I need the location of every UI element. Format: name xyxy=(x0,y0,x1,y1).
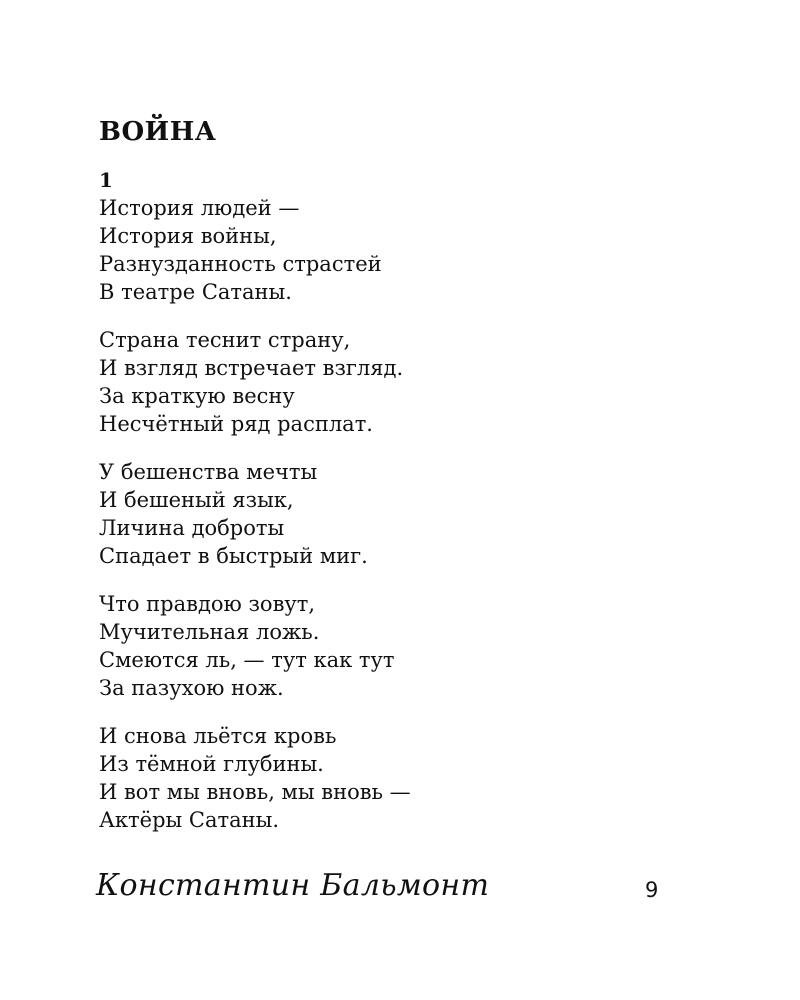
poem-title: ВОЙНА xyxy=(99,117,217,147)
poem-line: За пазухою нож. xyxy=(99,676,284,700)
poem-line: Личина доброты xyxy=(99,516,285,540)
stanza xyxy=(99,326,719,438)
poem-line: Спадает в быстрый миг. xyxy=(99,544,368,568)
page-number: 9 xyxy=(645,878,659,902)
poem-line: Из тёмной глубины. xyxy=(99,752,324,776)
poem-body xyxy=(99,194,719,834)
stanza xyxy=(99,458,719,570)
author-signature: Константин Бальмонт xyxy=(96,868,490,903)
poem-line: Разнузданность страстей xyxy=(99,252,382,276)
stanza xyxy=(99,590,719,702)
poem-line: Несчётный ряд расплат. xyxy=(99,412,373,436)
poem-line: Страна теснит страну, xyxy=(99,328,351,352)
poem-line: И вот мы вновь, мы вновь — xyxy=(99,780,411,804)
poem-line: История войны, xyxy=(99,224,277,248)
poem-line: Актёры Сатаны. xyxy=(99,808,280,832)
poem-part-number: 1 xyxy=(99,168,113,192)
poem-line: И бешеный язык, xyxy=(99,488,294,512)
poem-line: И взгляд встречает взгляд. xyxy=(99,356,404,380)
poem-line: И снова льётся кровь xyxy=(99,724,337,748)
poem-line: Мучительная ложь. xyxy=(99,620,320,644)
poem-line: В театре Сатаны. xyxy=(99,280,292,304)
poem-line: У бешенства мечты xyxy=(99,460,318,484)
poem-line: История людей — xyxy=(99,196,300,220)
poem-line: Что правдою зовут, xyxy=(99,592,316,616)
stanza xyxy=(99,722,719,834)
poem-line: Смеются ль, — тут как тут xyxy=(99,648,395,672)
stanza xyxy=(99,194,719,306)
poem-line: За краткую весну xyxy=(99,384,295,408)
